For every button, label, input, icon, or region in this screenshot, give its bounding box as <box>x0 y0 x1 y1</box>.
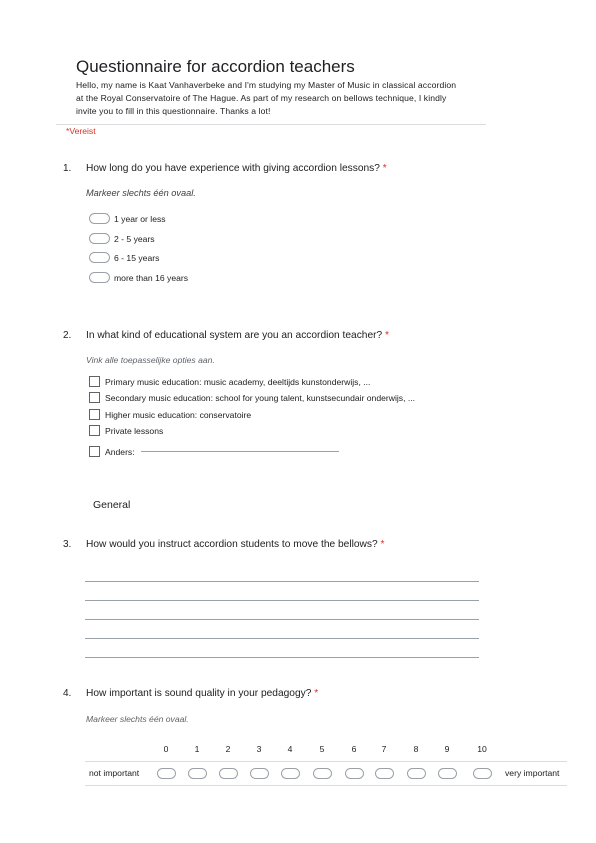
required-star: * <box>380 539 385 550</box>
scale-radio-5[interactable] <box>313 768 332 779</box>
checkbox[interactable] <box>89 376 100 387</box>
q1-option-2[interactable] <box>89 233 155 244</box>
scale-number: 7 <box>381 744 387 754</box>
scale-radio-6[interactable] <box>345 768 364 779</box>
q1-option-3[interactable] <box>89 252 159 263</box>
checkbox[interactable] <box>89 392 100 403</box>
scale-radio-2[interactable] <box>219 768 238 779</box>
q2-hint: Vink alle toepasselijke opties aan. <box>86 355 215 365</box>
q2-number: 2. <box>63 330 72 341</box>
scale-high-label: very important <box>505 768 560 778</box>
q4-hint: Markeer slechts één ovaal. <box>86 714 189 724</box>
radio-oval[interactable] <box>89 233 110 244</box>
q4-text <box>86 688 318 699</box>
q4-number: 4. <box>63 688 72 699</box>
answer-line[interactable] <box>85 619 479 620</box>
scale-radio-7[interactable] <box>375 768 394 779</box>
q4-label: How important is sound quality in your pedagogy? <box>86 688 312 699</box>
option-label: 6 - 15 years <box>114 252 160 263</box>
q2-option-3[interactable] <box>89 409 251 420</box>
form-intro: Hello, my name is Kaat Vanhaverbeke and I'm studying my Master of Music in classical accordion at the Royal Conservatoire of The Hague. As part of my research on bellows technique, I kindly invite you to fill in this questionnaire. Thanks a lot! <box>76 80 457 116</box>
q2-option-2[interactable] <box>89 392 415 403</box>
q1-label: How long do you have experience with giving accordion lessons? <box>86 163 380 174</box>
scale-number: 8 <box>413 744 419 754</box>
q2-option-1[interactable] <box>89 376 370 387</box>
section-title: General <box>93 499 131 511</box>
q2-label: In what kind of educational system are you an accordion teacher? <box>86 330 383 341</box>
q1-hint: Markeer slechts één ovaal. <box>86 188 196 198</box>
required-star: * <box>385 330 389 341</box>
other-label: Anders: <box>105 446 135 457</box>
option-label: Primary music education: music academy, deeltijds kunstonderwijs, ... <box>105 376 371 387</box>
scale-radio-3[interactable] <box>250 768 269 779</box>
required-star: * <box>314 688 319 699</box>
scale-radio-4[interactable] <box>281 768 300 779</box>
required-star: * <box>382 163 387 174</box>
radio-oval[interactable] <box>89 213 110 224</box>
scale-number: 0 <box>163 744 169 754</box>
scale-number: 3 <box>256 744 262 754</box>
q1-option-4[interactable] <box>89 272 188 283</box>
checkbox[interactable] <box>89 446 100 457</box>
option-label: 2 - 5 years <box>114 233 155 244</box>
scale-radio-8[interactable] <box>407 768 426 779</box>
q2-option-other[interactable] <box>89 446 339 457</box>
q3-number: 3. <box>63 539 72 550</box>
scale-number: 10 <box>477 744 487 754</box>
scale-radio-1[interactable] <box>188 768 207 779</box>
q3-text <box>86 539 384 550</box>
header-divider <box>56 124 486 125</box>
q1-number: 1. <box>63 163 72 174</box>
scale-low-label: not important <box>89 768 140 778</box>
scale-divider-bottom <box>85 785 567 786</box>
option-label: more than 16 years <box>114 272 189 283</box>
scale-radio-0[interactable] <box>157 768 176 779</box>
scale-number: 9 <box>444 744 450 754</box>
form-title: Questionnaire for accordion teachers <box>76 57 355 76</box>
scale-radio-9[interactable] <box>438 768 457 779</box>
option-label: 1 year or less <box>114 213 166 224</box>
other-text-field[interactable] <box>141 451 339 452</box>
option-label: Higher music education: conservatoire <box>105 409 252 420</box>
scale-number: 6 <box>351 744 357 754</box>
radio-oval[interactable] <box>89 252 110 263</box>
scale-number: 5 <box>319 744 325 754</box>
q2-option-4[interactable] <box>89 425 163 436</box>
radio-oval[interactable] <box>89 272 110 283</box>
scale-number: 2 <box>225 744 231 754</box>
answer-line[interactable] <box>85 600 479 601</box>
scale-divider-top <box>85 761 567 762</box>
q2-text <box>86 330 389 341</box>
option-label: Secondary music education: school for young talent, kunstsecundair onderwijs, ... <box>105 392 416 403</box>
option-label: Private lessons <box>105 425 164 436</box>
answer-line[interactable] <box>85 638 479 639</box>
answer-line[interactable] <box>85 581 479 582</box>
scale-number: 1 <box>194 744 200 754</box>
q3-label: How would you instruct accordion students to move the bellows? <box>86 539 378 550</box>
scale-radio-10[interactable] <box>473 768 492 779</box>
q1-option-1[interactable] <box>89 213 166 224</box>
scale-number: 4 <box>287 744 293 754</box>
checkbox[interactable] <box>89 409 100 420</box>
checkbox[interactable] <box>89 425 100 436</box>
q1-text <box>86 163 387 174</box>
required-note: *Vereist <box>66 126 96 136</box>
answer-line[interactable] <box>85 657 479 658</box>
